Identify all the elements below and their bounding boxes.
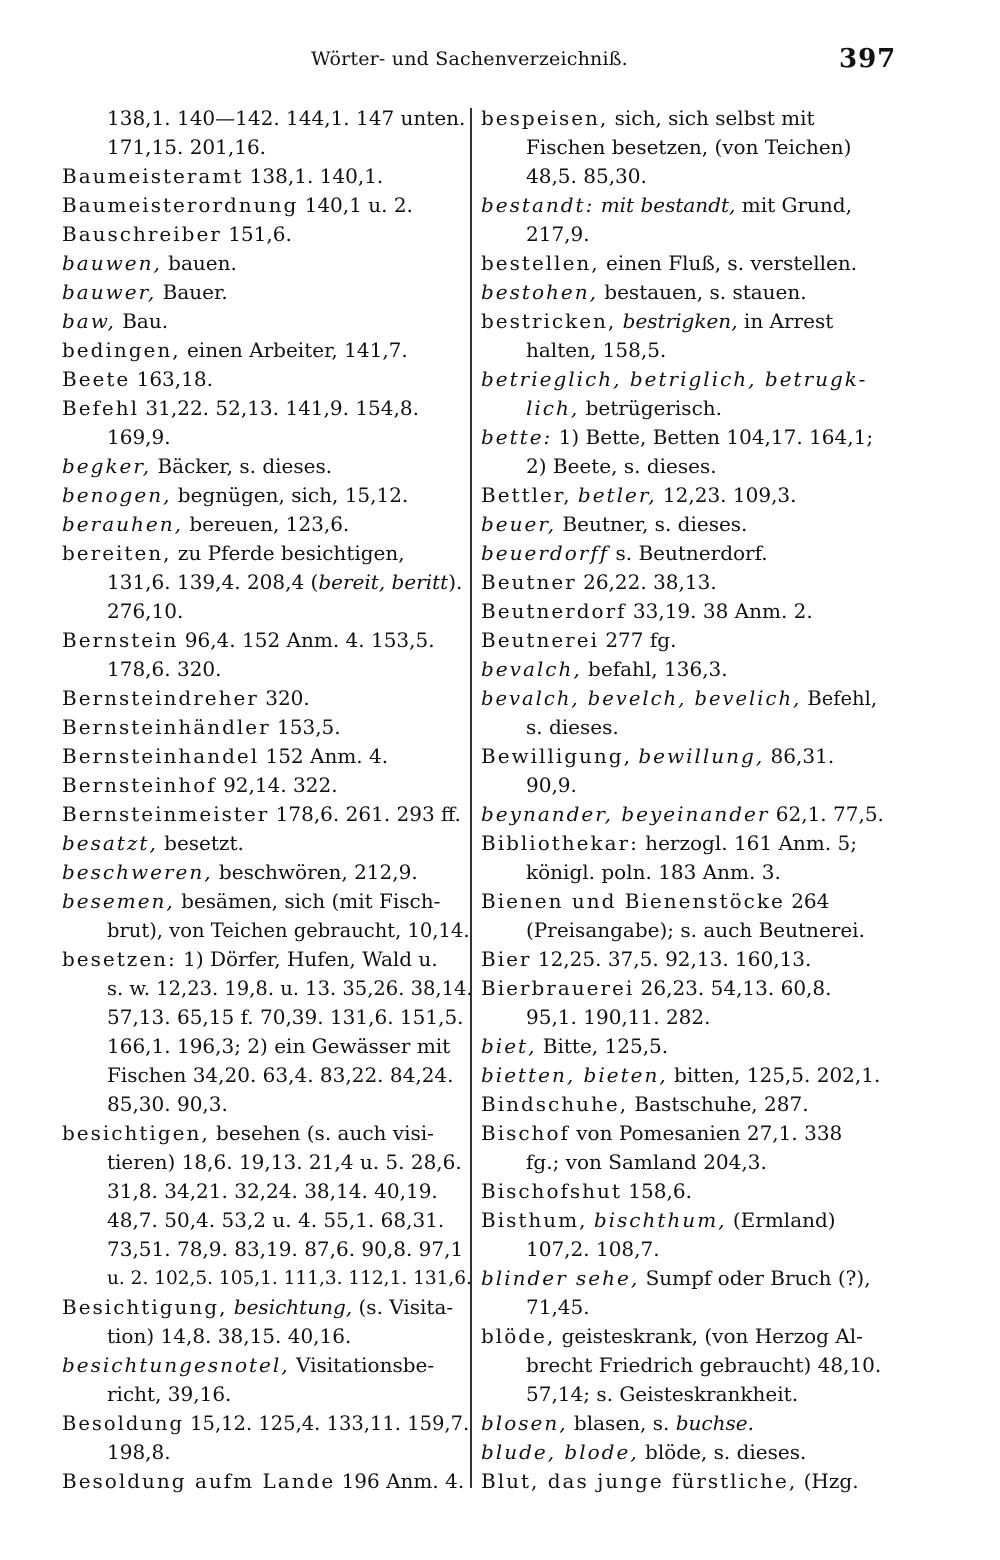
entry-term: beynander, beyeinander (481, 802, 770, 826)
entry-term: bette: (481, 425, 553, 449)
index-entry: bestandt: mit bestandt, mit Grund, (481, 193, 852, 217)
index-entry: bestricken, bestrigken, in Arrest (481, 309, 834, 333)
index-entry: beuer, Beutner, s. dieses. (481, 512, 748, 536)
index-entry: Bier 12,25. 37,5. 92,13. 160,13. (481, 947, 812, 971)
index-line: 73,51. 78,9. 83,19. 87,6. 90,8. 97,1 (107, 1237, 464, 1261)
entry-term: beschweren, (62, 860, 213, 884)
running-title: Wörter- und Sachenverzeichniß. (311, 48, 628, 70)
index-line: (Preisangabe); s. auch Beutnerei. (526, 918, 865, 942)
index-line: 276,10. (107, 599, 184, 623)
index-line: 71,45. (526, 1295, 590, 1319)
index-line: 107,2. 108,7. (526, 1237, 660, 1261)
index-entry: Bisthum, bischthum, (Ermland) (481, 1208, 836, 1232)
entry-term: begker, (62, 454, 152, 478)
entry-term: berauhen, (62, 512, 183, 536)
index-entry: Bischof von Pomesanien 27,1. 338 (481, 1121, 843, 1145)
index-line: 2) Beete, s. dieses. (526, 454, 717, 478)
entry-term: bespeisen, (481, 106, 609, 130)
index-entry: blude, blode, blöde, s. dieses. (481, 1440, 807, 1464)
entry-term: Bewilligung, (481, 744, 632, 768)
index-entry: Bischofshut 158,6. (481, 1179, 692, 1203)
index-line: 169,9. (107, 425, 171, 449)
entry-term: bauwen, (62, 251, 162, 275)
index-entry: bauwer, Bauer. (62, 280, 228, 304)
index-line: s. dieses. (526, 715, 619, 739)
index-line: Fischen 34,20. 63,4. 83,22. 84,24. (107, 1063, 454, 1087)
entry-term: bevalch, (481, 657, 582, 681)
index-entry: Besoldung 15,12. 125,4. 133,11. 159,7. (62, 1412, 470, 1435)
entry-term: besichtungesnotel, (62, 1353, 290, 1377)
index-entry: Bernsteinhändler 153,5. (62, 715, 341, 739)
index-entry: Bindschuhe, Bastschuhe, 287. (481, 1092, 809, 1116)
index-entry (481, 365, 885, 394)
index-line: s. w. 12,23. 19,8. u. 13. 35,26. 38,14. (107, 977, 473, 1000)
index-entry: bespeisen, sich, sich selbst mit (481, 106, 815, 130)
entry-term: beuerdorff (481, 541, 610, 565)
entry-term: Bischof (481, 1121, 570, 1145)
index-line: 48,7. 50,4. 53,2 u. 4. 55,1. 68,31. (107, 1208, 445, 1232)
index-entry: beuerdorff s. Beutnerdorf. (481, 541, 768, 565)
index-line: Fischen besetzen, (von Teichen) (526, 135, 852, 159)
entry-term: Bischofshut (481, 1179, 622, 1203)
entry-term: Blut, das junge fürstliche, (481, 1469, 798, 1493)
index-entry: Bernsteinmeister 178,6. 261. 293 ff. (62, 802, 461, 826)
index-entry: bestohen, bestauen, s. stauen. (481, 280, 807, 304)
index-entry: blosen, blasen, s. buchse. (481, 1411, 754, 1435)
index-entry: biet, Bitte, 125,5. (481, 1034, 669, 1058)
index-line: 171,15. 201,16. (107, 135, 267, 159)
entry-term: Beutnerdorf (481, 599, 627, 623)
index-line: 90,9. (526, 773, 577, 797)
entry-term: blude, blode, (481, 1440, 639, 1464)
index-entry: bevalch, bevelch, bevelich, Befehl, (481, 687, 878, 710)
entry-term: Befehl (62, 396, 140, 420)
entry-term: beuer, (481, 512, 557, 536)
index-entry: Beutner 26,22. 38,13. (481, 570, 717, 594)
index-entry: berauhen, bereuen, 123,6. (62, 512, 350, 536)
entry-term: Bauschreiber (62, 222, 222, 246)
entry-term: bietten, bieten, (481, 1063, 668, 1087)
page-header (0, 42, 1000, 82)
entry-term: besemen, (62, 889, 175, 913)
index-entry: blöde, geisteskrank, (von Herzog Al- (481, 1324, 863, 1348)
index-entry: Befehl 31,22. 52,13. 141,9. 154,8. (62, 396, 419, 420)
index-entry: besemen, besämen, sich (mit Fisch- (62, 889, 441, 913)
entry-term: bestellen, (481, 251, 600, 275)
index-entry: besichtigen, besehen (s. auch visi- (62, 1121, 434, 1145)
index-entry: bevalch, befahl, 136,3. (481, 657, 728, 681)
page-number: 397 (839, 44, 897, 74)
entry-term: blinder sehe, (481, 1266, 640, 1290)
index-entry: benogen, begnügen, sich, 15,12. (62, 483, 409, 507)
index-entry: Baumeisteramt 138,1. 140,1. (62, 164, 384, 188)
entry-term: Bindschuhe, (481, 1092, 629, 1116)
entry-term: baw, (62, 309, 116, 333)
entry-term: Besoldung aufm Lande (62, 1469, 336, 1493)
index-entry: beschweren, beschwören, 212,9. (62, 860, 418, 884)
entry-term: bestandt: (481, 193, 595, 217)
index-entry: Bibliothekar: herzogl. 161 Anm. 5; (481, 831, 857, 855)
index-line: 178,6. 320. (107, 657, 222, 681)
entry-term: Beutner (481, 570, 577, 594)
entry-term: besetzen: (62, 947, 177, 971)
index-entry: bedingen, einen Arbeiter, 141,7. (62, 338, 408, 362)
index-line: fg.; von Samland 204,3. (526, 1150, 767, 1174)
entry-term: Bienen und Bienenstöcke (481, 889, 785, 913)
index-entry: bereiten, zu Pferde besichtigen, (62, 541, 405, 565)
index-entry: Bienen und Bienenstöcke 264 (481, 889, 830, 913)
index-entry: Beutnerei 277 fg. (481, 628, 677, 652)
entry-term: Bernstein (62, 628, 179, 652)
entry-term: benogen, (62, 483, 172, 507)
index-line: königl. poln. 183 Anm. 3. (526, 860, 781, 884)
index-line: tion) 14,8. 38,15. 40,16. (107, 1324, 352, 1348)
index-line: 198,8. (107, 1440, 171, 1464)
index-entry: Bernsteindreher 320. (62, 686, 310, 710)
entry-term: Beutnerei (481, 628, 599, 652)
entry-term: Bier (481, 947, 532, 971)
index-entry: bietten, bieten, bitten, 125,5. 202,1. (481, 1063, 881, 1087)
entry-term: Baumeisterordnung (62, 193, 299, 217)
entry-term: besatzt, (62, 831, 158, 855)
entry-term: Bettler, (481, 483, 572, 507)
entry-term: bedingen, (62, 338, 181, 362)
entry-term: bereiten, (62, 541, 172, 565)
index-entry: Bernsteinhandel 152 Anm. 4. (62, 744, 389, 768)
index-entry: baw, Bau. (62, 309, 169, 333)
entry-term: betrieglich, betriglich, betrugk- (481, 367, 868, 391)
index-line: halten, 158,5. (526, 338, 667, 362)
index-entry: Bernsteinhof 92,14. 322. (62, 773, 338, 797)
entry-term: Besoldung (62, 1412, 184, 1435)
entry-term: Bernsteinhändler (62, 715, 271, 739)
index-line: 57,14; s. Geisteskrankheit. (526, 1382, 799, 1406)
index-entry: Besichtigung, besichtung, (s. Visita- (62, 1295, 454, 1319)
index-entry: blinder sehe, Sumpf oder Bruch (?), (481, 1266, 871, 1290)
entry-term: Beete (62, 367, 131, 391)
entry-term: bestohen, (481, 280, 598, 304)
index-entry: bette: 1) Bette, Betten 104,17. 164,1; (481, 425, 874, 449)
index-entry: Bauschreiber 151,6. (62, 222, 292, 246)
index-entry: besetzen: 1) Dörfer, Hufen, Wald u. (62, 947, 438, 971)
index-line: richt, 39,16. (107, 1382, 232, 1406)
index-line: 95,1. 190,11. 282. (526, 1005, 711, 1029)
index-entry: beynander, beyeinander 62,1. 77,5. (481, 802, 884, 826)
entry-term: Besichtigung, (62, 1295, 228, 1319)
index-line: u. 2. 102,5. 105,1. 111,3. 112,1. 131,6. (107, 1268, 472, 1289)
index-entry: Bettler, betler, 12,23. 109,3. (481, 483, 797, 507)
index-entry: Bierbrauerei 26,23. 54,13. 60,8. (481, 976, 832, 1000)
index-entry: Baumeisterordnung 140,1 u. 2. (62, 193, 413, 217)
index-entry: Blut, das junge fürstliche, (Hzg. (481, 1469, 859, 1493)
entry-term: besichtigen, (62, 1121, 210, 1145)
index-entry: besichtungesnotel, Visitationsbe- (62, 1353, 435, 1377)
entry-term: Bernsteindreher (62, 686, 259, 710)
index-line: 166,1. 196,3; 2) ein Gewässer mit (107, 1034, 451, 1058)
index-line: lich, betrügerisch. (526, 396, 723, 420)
entry-term: bevalch, bevelch, bevelich, (481, 687, 802, 710)
index-line: 85,30. 90,3. (107, 1092, 228, 1116)
index-entry: besatzt, besetzt. (62, 831, 244, 855)
entry-term: Bernsteinhandel (62, 744, 260, 768)
entry-term: Bisthum, (481, 1208, 588, 1232)
index-entry: bestellen, einen Fluß, s. verstellen. (481, 251, 858, 275)
entry-term: biet, (481, 1034, 537, 1058)
index-line: brecht Friedrich gebraucht) 48,10. (526, 1353, 882, 1377)
index-line: 48,5. 85,30. (526, 164, 647, 188)
index-entry: Beete 163,18. (62, 367, 213, 391)
index-line: 138,1. 140—142. 144,1. 147 unten. (107, 106, 466, 130)
entry-term: bestricken, (481, 309, 617, 333)
index-entry: bauwen, bauen. (62, 251, 237, 275)
entry-term: Bierbrauerei (481, 976, 635, 1000)
entry-term: Bibliothekar: (481, 831, 639, 855)
entry-term: blöde, (481, 1324, 556, 1348)
left-column (62, 104, 474, 1496)
index-line: 31,8. 34,21. 32,24. 38,14. 40,19. (107, 1179, 438, 1203)
right-column (481, 104, 885, 1496)
index-line: tieren) 18,6. 19,13. 21,4 u. 5. 28,6. (107, 1150, 462, 1174)
entry-term: Baumeisteramt (62, 164, 244, 188)
index-entry: Besoldung aufm Lande 196 Anm. 4. (62, 1469, 465, 1493)
entry-term: blosen, (481, 1411, 568, 1435)
index-line: 217,9. (526, 222, 590, 246)
index-line: brut), von Teichen gebraucht, 10,14. (107, 919, 470, 942)
index-line: 57,13. 65,15 f. 70,39. 131,6. 151,5. (107, 1005, 464, 1029)
index-entry: Bernstein 96,4. 152 Anm. 4. 153,5. (62, 628, 435, 652)
index-entry: begker, Bäcker, s. dieses. (62, 454, 333, 478)
index-entry: Beutnerdorf 33,19. 38 Anm. 2. (481, 599, 813, 623)
entry-term: bauwer, (62, 280, 157, 304)
entry-term: Bernsteinhof (62, 773, 217, 797)
entry-term: Bernsteinmeister (62, 802, 270, 826)
index-entry: Bewilligung, bewillung, 86,31. (481, 744, 835, 768)
index-line: 131,6. 139,4. 208,4 (bereit, beritt). (107, 570, 463, 594)
